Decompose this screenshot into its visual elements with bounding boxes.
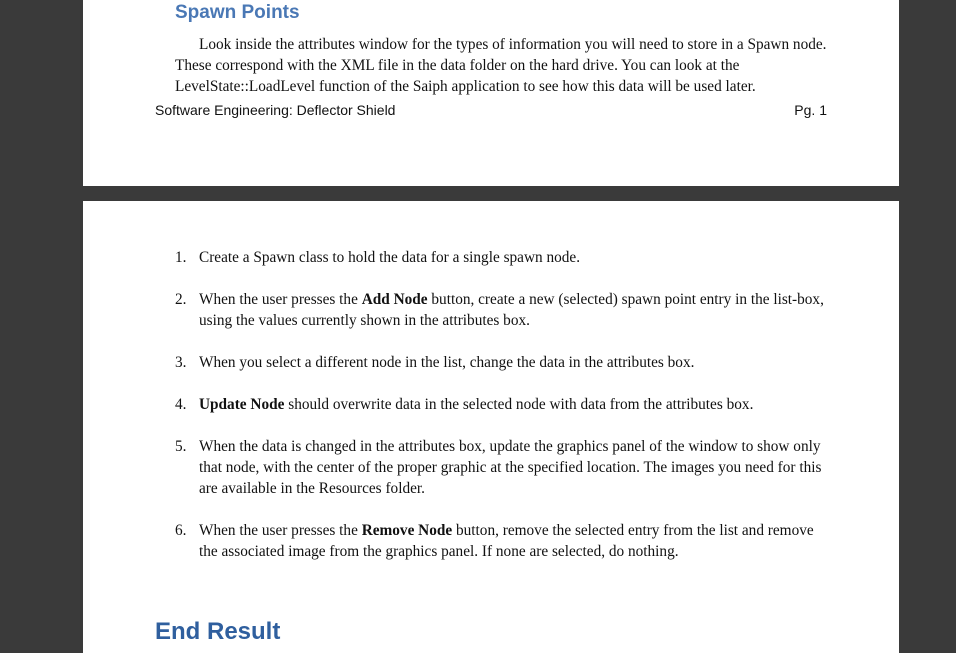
list-item-text: button, create a new (selected) spawn point entry in the list-box, using the values currently shown in the attributes box.	[199, 291, 824, 329]
list-item-number: 4.	[175, 396, 187, 413]
list-item-bold-text: Remove Node	[361, 522, 453, 539]
requirements-list	[175, 247, 835, 583]
list-item	[175, 394, 835, 415]
list-item	[175, 352, 835, 373]
list-item	[175, 289, 835, 331]
document-page-bottom	[83, 201, 899, 653]
list-item-text: should overwrite data in the selected node with data from the attributes box.	[284, 396, 754, 413]
list-item	[175, 520, 835, 562]
list-item-text: button, remove the selected entry from the list and remove the associated image from the graphics panel. If none are selected, do nothing.	[199, 522, 814, 560]
section-heading-spawn-points: Spawn Points	[175, 2, 300, 23]
list-item-bold-text: Update Node	[199, 396, 285, 413]
list-item-number: 1.	[175, 249, 187, 266]
page-number: Pg. 1	[794, 102, 827, 118]
document-page-top	[83, 0, 899, 186]
list-item-text: Create a Spawn class to hold the data for a single spawn node.	[199, 249, 581, 266]
list-item	[175, 247, 835, 268]
list-item-text: When the user presses the	[199, 291, 362, 308]
list-item-text: When the user presses the	[199, 522, 362, 539]
list-item-text: When the data is changed in the attributes box, update the graphics panel of the window to show only that node, with the center of the proper graphic at the specified location. The images you need for this are available in the Resources folder.	[199, 438, 822, 497]
page-footer-title: Software Engineering: Deflector Shield	[155, 102, 396, 118]
list-item-text: When you select a different node in the list, change the data in the attributes box.	[199, 354, 695, 371]
list-item	[175, 436, 835, 499]
list-item-number: 2.	[175, 291, 187, 308]
list-item-bold-text: Add Node	[361, 291, 428, 308]
spawn-points-paragraph: Look inside the attributes window for the types of information you will need to store in a Spawn node. These correspond with the XML file in the data folder on the hard drive. You can look at the LevelState::LoadLevel function of the Saiph application to see how this data will be used later.	[175, 36, 827, 95]
section-heading-end-result: End Result	[155, 618, 281, 645]
list-item-number: 5.	[175, 438, 187, 455]
list-item-number: 3.	[175, 354, 187, 371]
list-item-number: 6.	[175, 522, 187, 539]
